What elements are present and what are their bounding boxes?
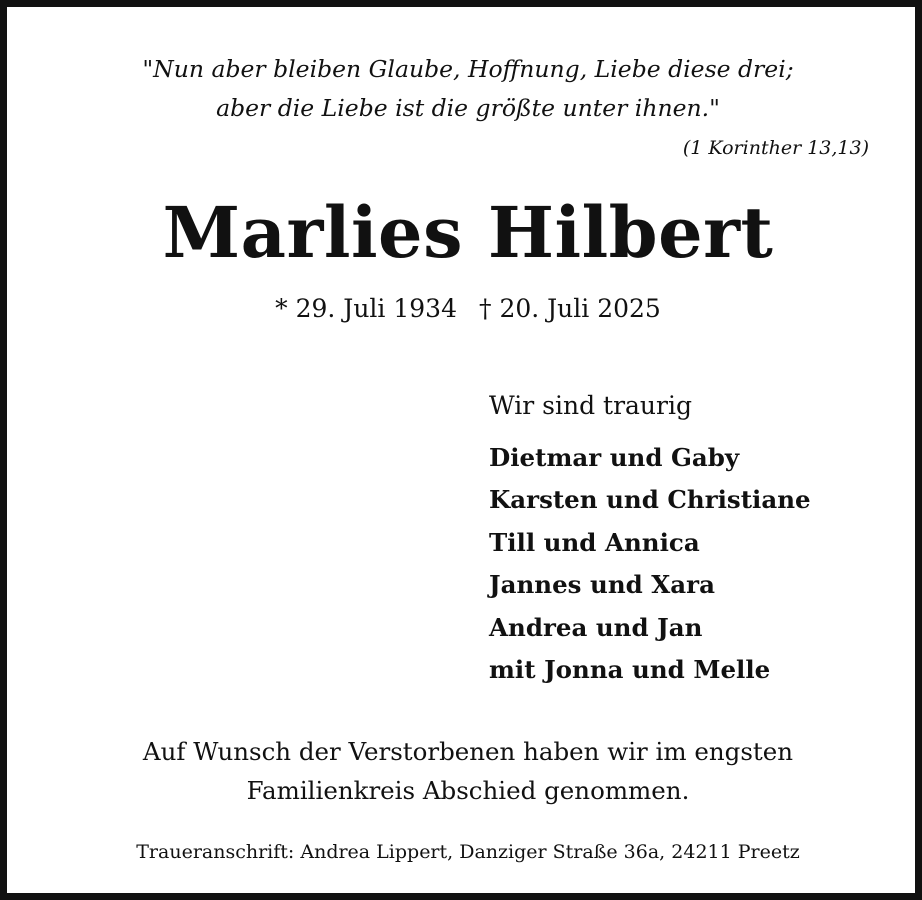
mourner-item: Andrea und Jan xyxy=(489,612,703,642)
quote-reference: (1 Korinther 13,13) xyxy=(682,137,869,159)
deceased-name: Marlies Hilbert xyxy=(162,191,774,274)
mourner-item: Dietmar und Gaby xyxy=(489,443,740,472)
mourning-address: Traueranschrift: Andrea Lippert, Danziger Straße 36a, 24211 Preetz xyxy=(136,841,800,863)
mourner-item: mit Jonna und Melle xyxy=(489,655,771,685)
mourners-list xyxy=(489,437,811,691)
notice-line-2: Familienkreis Abschied genommen. xyxy=(246,776,690,805)
life-dates xyxy=(7,291,922,327)
birth-date: * 29. Juli 1934 xyxy=(275,294,457,323)
mourner-item: Till und Annica xyxy=(489,527,700,557)
quote-line-1: "Nun aber bleiben Glaube, Hoffnung, Liebe diese drei; xyxy=(142,55,794,83)
mourner-item: Jannes und Xara xyxy=(489,570,715,600)
death-date: † 20. Juli 2025 xyxy=(479,294,661,323)
farewell-notice xyxy=(7,732,922,810)
mourning-intro: Wir sind traurig xyxy=(489,391,692,420)
mourner-item: Karsten und Christiane xyxy=(489,485,811,515)
quote-line-2: aber die Liebe ist die größte unter ihnen." xyxy=(216,94,720,122)
notice-line-1: Auf Wunsch der Verstorbenen haben wir im engsten xyxy=(142,737,794,766)
bible-quote xyxy=(7,50,922,128)
